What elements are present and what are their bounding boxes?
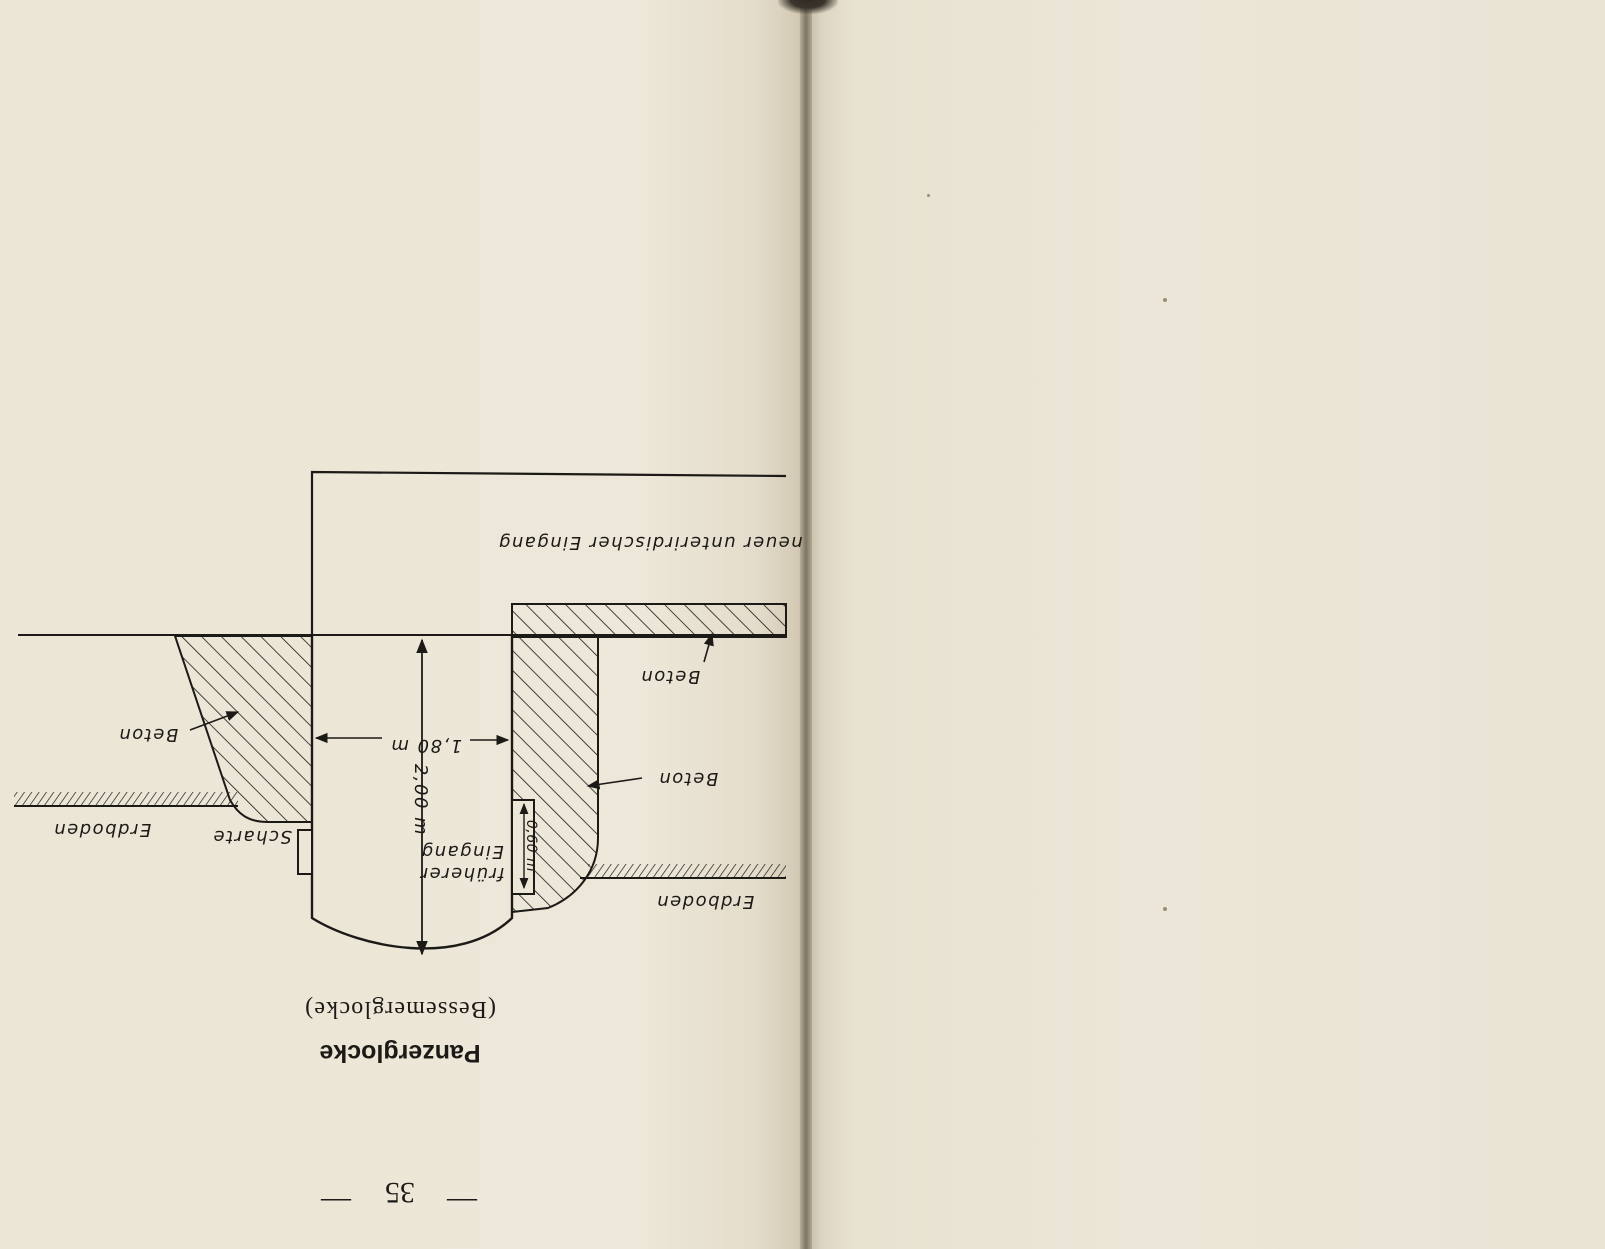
caption-subtitle: (Bessemerglocke) [303, 996, 497, 1022]
earth-strip-left [14, 792, 238, 806]
page-number: 35 [385, 1176, 415, 1209]
embrasure-box [298, 830, 312, 874]
earth-strip-right [588, 864, 786, 878]
label-concrete-right: Beton [657, 768, 719, 789]
label-dimension-height: 2,00 m [410, 763, 431, 837]
label-concrete-roof: Beton [639, 666, 701, 687]
label-ground-right: Erdboden [655, 891, 755, 912]
page-number-dash-right: — [447, 1186, 477, 1219]
label-new-entrance: neuer unterirdischer Eingang [497, 532, 803, 553]
page-number-dash-left: — [321, 1186, 351, 1219]
caption-title: Panzerglocke [319, 1039, 481, 1067]
label-dimension-width: 1,80 m [389, 735, 463, 756]
pointer-roof-concrete [704, 634, 712, 662]
label-former-entrance-1: früherer [419, 863, 505, 884]
label-former-entrance-2: Eingang [420, 841, 504, 862]
label-dimension-entrance: 0,60 m [523, 819, 539, 873]
label-concrete-left: Beton [117, 724, 179, 745]
label-embrasure: Scharte [212, 826, 292, 847]
concrete-roof-slab [512, 604, 786, 637]
label-ground-left: Erdboden [52, 819, 152, 840]
